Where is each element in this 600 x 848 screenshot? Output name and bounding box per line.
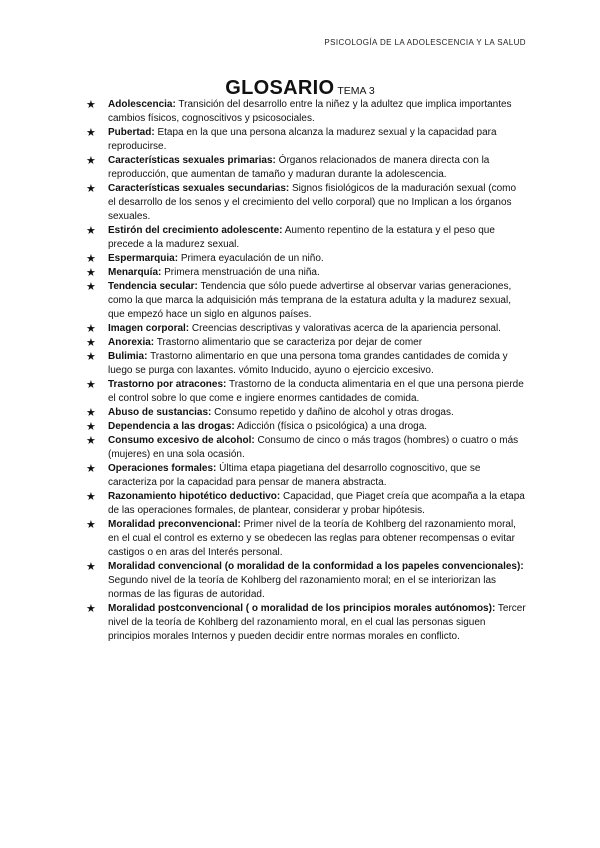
glossary-term: Razonamiento hipotético deductivo:: [108, 491, 281, 502]
star-icon: ★: [86, 127, 96, 139]
glossary-definition: Signos fisiológicos de la maduración sexual (como el desarrollo de los senos y el crecimiento del vello corporal) que no Implican a los órganos sexuales.: [108, 183, 517, 222]
glossary-term: Tendencia secular:: [108, 281, 198, 292]
star-icon: ★: [86, 463, 96, 475]
glossary-term: Anorexia:: [108, 337, 155, 348]
glossary-entry: [86, 462, 526, 490]
glossary-definition: Última etapa piagetiana del desarrollo cognoscitivo, que se caracteriza por la capacidad para pensar de manera abstracta.: [108, 463, 481, 488]
star-icon: ★: [86, 99, 96, 111]
star-icon: ★: [86, 421, 96, 433]
star-icon: ★: [86, 323, 96, 335]
glossary-term: Moralidad convencional (o moralidad de la conformidad a los papeles convencionales):: [108, 561, 524, 572]
title-row: [0, 77, 600, 100]
glossary-definition: Transición del desarrollo entre la niñez y la adultez que implica importantes cambios físicos, cognoscitivos y psicosociales.: [108, 99, 512, 124]
glossary-definition: Trastorno de la conducta alimentaria en el que una persona pierde el control sobre lo que come e ingiere enormes cantidades de comida.: [108, 379, 524, 404]
glossary-definition: Creencias descriptivas y valorativas acerca de la apariencia personal.: [191, 323, 501, 334]
star-icon: ★: [86, 379, 96, 391]
star-icon: ★: [86, 281, 96, 293]
star-icon: ★: [86, 519, 96, 531]
glossary-entry: [86, 420, 526, 434]
glossary-entry: [86, 98, 526, 126]
glossary-entry: [86, 560, 526, 602]
glossary-entry: [86, 490, 526, 518]
glossary-definition: Trastorno alimentario que se caracteriza por dejar de comer: [156, 337, 423, 348]
glossary-entry: [86, 378, 526, 406]
star-icon: ★: [86, 407, 96, 419]
glossary-entry: [86, 406, 526, 420]
glossary-term: Menarquía:: [108, 267, 162, 278]
star-icon: ★: [86, 351, 96, 363]
glossary-term: Consumo excesivo de alcohol:: [108, 435, 255, 446]
star-icon: ★: [86, 435, 96, 447]
star-icon: ★: [86, 491, 96, 503]
glossary-definition: Segundo nivel de la teoría de Kohlberg del razonamiento moral; en el se interiorizan las normas de las figuras de autoridad.: [108, 575, 497, 600]
glossary-entry: [86, 154, 526, 182]
glossary-definition: Capacidad, que Piaget creía que acompaña a la etapa de las operaciones formales, de plantear, considerar y probar hipótesis.: [108, 491, 525, 516]
glossary-entry: [86, 518, 526, 560]
glossary-term: Pubertad:: [108, 127, 155, 138]
page-subtitle: TEMA 3: [337, 85, 375, 97]
glossary-term: Moralidad preconvencional:: [108, 519, 241, 530]
glossary-definition: Primera eyaculación de un niño.: [180, 253, 324, 264]
glossary-entry: [86, 182, 526, 224]
glossary-term: Características sexuales primarias:: [108, 155, 276, 166]
page-title: GLOSARIO: [225, 77, 335, 99]
glossary-list: [86, 98, 526, 644]
glossary-entry: [86, 224, 526, 252]
star-icon: ★: [86, 603, 96, 615]
star-icon: ★: [86, 561, 96, 573]
star-icon: ★: [86, 267, 96, 279]
glossary-definition: Adicción (física o psicológica) a una droga.: [236, 421, 428, 432]
glossary-term: Espermarquia:: [108, 253, 179, 264]
star-icon: ★: [86, 155, 96, 167]
glossary-entry: [86, 252, 526, 266]
glossary-term: Abuso de sustancias:: [108, 407, 212, 418]
glossary-term: Adolescencia:: [108, 99, 176, 110]
glossary-definition: Tendencia que sólo puede advertirse al observar varias generaciones, como la que marca la adquisición más temprana de la estatura adulta y la madurez sexual, que empezó hace un siglo en algunos países.: [108, 281, 512, 320]
glossary-entry: [86, 266, 526, 280]
star-icon: ★: [86, 183, 96, 195]
glossary-definition: Aumento repentino de la estatura y el peso que precede a la madurez sexual.: [108, 225, 495, 250]
glossary-definition: Primera menstruación de una niña.: [164, 267, 320, 278]
glossary-definition: Primer nivel de la teoría de Kohlberg del razonamiento moral, en el cual el control es externo y se obedecen las reglas para obtener recompensas o evitar castigos o en aras del Interés personal.: [108, 519, 516, 558]
glossary-entry: [86, 602, 526, 644]
glossary-entry: [86, 322, 526, 336]
glossary-definition: Trastorno alimentario en que una persona toma grandes cantidades de comida y luego se purga con laxantes. vómito Inducido, ayuno o ejercicio excesivo.: [108, 351, 508, 376]
glossary-definition: Órganos relacionados de manera directa con la reproducción, que aumentan de tamaño y maduran durante la adolescencia.: [108, 155, 490, 180]
glossary-entry: [86, 336, 526, 350]
star-icon: ★: [86, 253, 96, 265]
glossary-definition: Consumo repetido y dañino de alcohol y otras drogas.: [214, 407, 454, 418]
star-icon: ★: [86, 225, 96, 237]
glossary-term: Características sexuales secundarias:: [108, 183, 290, 194]
glossary-entry: [86, 280, 526, 322]
glossary-term: Trastorno por atracones:: [108, 379, 227, 390]
glossary-definition: Tercer nivel de la teoría de Kohlberg del razonamiento moral, en el cual las personas siguen principios morales Internos y pueden decidir entre normas morales en conflicto.: [108, 603, 526, 642]
glossary-term: Bulimia:: [108, 351, 148, 362]
glossary-term: Dependencia a las drogas:: [108, 421, 235, 432]
glossary-entry: [86, 126, 526, 154]
glossary-term: Estirón del crecimiento adolescente:: [108, 225, 283, 236]
star-icon: ★: [86, 337, 96, 349]
glossary-term: Operaciones formales:: [108, 463, 217, 474]
glossary-term: Imagen corporal:: [108, 323, 190, 334]
glossary-entry: [86, 434, 526, 462]
page-header: PSICOLOGÍA DE LA ADOLESCENCIA Y LA SALUD: [324, 38, 526, 47]
glossary-term: Moralidad postconvencional ( o moralidad de los principios morales autónomos):: [108, 603, 496, 614]
glossary-definition: Etapa en la que una persona alcanza la madurez sexual y la capacidad para reproducirse.: [108, 127, 497, 152]
glossary-definition: Consumo de cinco o más tragos (hombres) o cuatro o más (mujeres) en una sola ocasión.: [108, 435, 519, 460]
glossary-entry: [86, 350, 526, 378]
